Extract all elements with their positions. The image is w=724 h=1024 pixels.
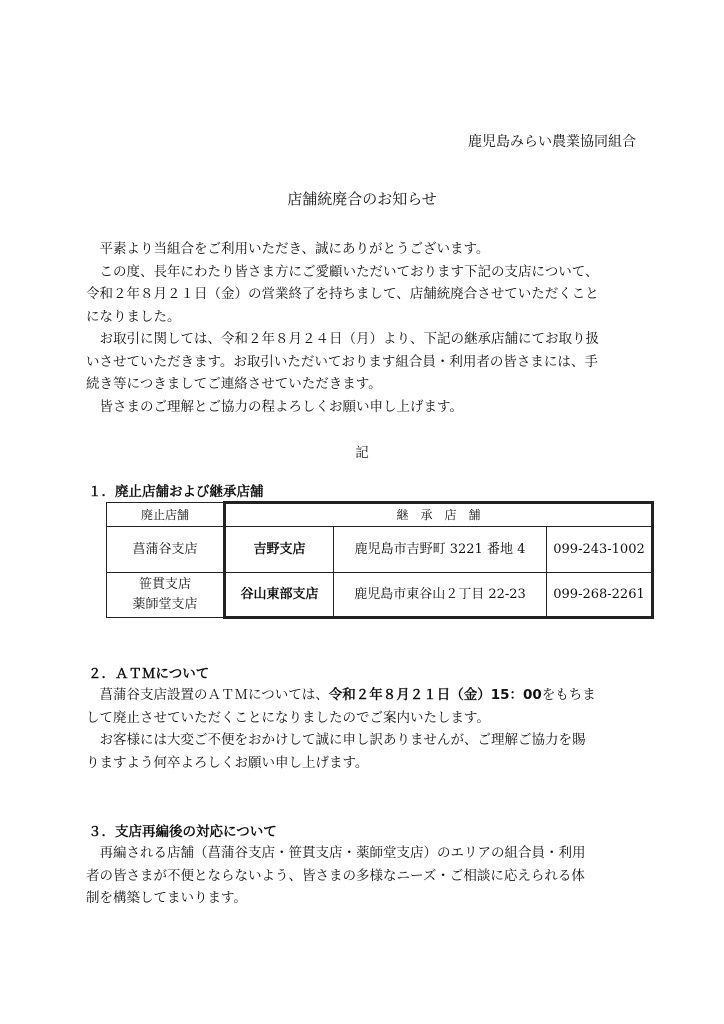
section2-text: をもちま bbox=[541, 687, 596, 703]
intro-line: 平素より当組合をご利用いただき、誠にありがとうございます。 bbox=[86, 241, 490, 257]
store-table bbox=[106, 502, 654, 618]
intro-line: お取引に関しては、令和２年８月２４日（月）より、下記の継承店舗にてお取り扱 bbox=[86, 331, 599, 347]
intro-line: 令和２年８月２１日（金）の営業終了を持ちまして、店舗統廃合させていただくこと bbox=[86, 286, 599, 302]
page-title: 店舗統廃合のお知らせ bbox=[287, 190, 437, 208]
ki-label: 記 bbox=[355, 445, 369, 461]
section3-line: 制を構築してまいります。 bbox=[86, 890, 247, 906]
section2-line: りますよう何卒よろしくお願い申し上げます。 bbox=[86, 754, 369, 771]
closed-store-name: 薬師堂支店 bbox=[132, 597, 198, 612]
closed-store-cell bbox=[106, 573, 224, 617]
address-cell: 鹿児島市吉野町 3221 番地 4 bbox=[354, 541, 526, 557]
section2-line: して廃止させていただくことになりましたのでご案内いたします。 bbox=[86, 709, 490, 726]
section1-heading: １．廃止店舗および継承店舗 bbox=[88, 484, 264, 500]
closed-store-cell: 菖蒲谷支店 bbox=[132, 541, 198, 557]
address-cell: 鹿児島市東谷山２丁目 22-23 bbox=[354, 587, 526, 602]
intro-line: 皆さまのご理解とご協力の程よろしくお願い申し上げます。 bbox=[86, 398, 463, 415]
section2-paragraph bbox=[86, 684, 646, 774]
organization-name: 鹿児島みらい農業協同組合 bbox=[468, 134, 636, 150]
section3-line: 再編される店舗（菖蒲谷支店・笹貫支店・薬師堂支店）のエリアの組合員・利用 bbox=[86, 845, 586, 861]
header-successor-stores: 継 承 店 舗 bbox=[396, 507, 481, 522]
phone-cell: 099-268-2261 bbox=[553, 587, 645, 602]
atm-end-datetime: 令和２年８月２１日（金）15：00 bbox=[328, 687, 542, 703]
section3-line: 者の皆さまが不便とならないよう、皆さまの多様なニーズ・ご相談に応えられる体 bbox=[86, 867, 585, 884]
intro-line: いさせていただきます。お取引いただいております組合員・利用者の皆さまには、手 bbox=[86, 353, 598, 370]
phone-cell: 099-243-1002 bbox=[553, 541, 645, 557]
intro-line: になりました。 bbox=[86, 308, 181, 325]
section3-heading: ３．支店再編後の対応について bbox=[88, 824, 277, 840]
section2-heading: ２．ＡＴＭについて bbox=[88, 666, 210, 682]
successor-store-cell: 吉野支店 bbox=[253, 541, 306, 557]
section2-line: お客様には大変ご不便をおかけして誠に申し訳ありませんが、ご理解ご協力を賜 bbox=[86, 732, 586, 748]
section2-text: 菖蒲谷支店設置のＡＴＭについては、 bbox=[86, 687, 329, 703]
section2-line bbox=[86, 684, 646, 707]
intro-line: 続き等につきましてご連絡させていただきます。 bbox=[86, 376, 382, 392]
closed-store-name: 笹貫支店 bbox=[138, 577, 191, 592]
intro-paragraph bbox=[86, 238, 646, 418]
section3-paragraph bbox=[86, 842, 646, 910]
intro-line: この度、長年にわたり皆さま方にご愛顧いただいております下記の支店について、 bbox=[86, 263, 599, 280]
header-closed-stores: 廃止店舗 bbox=[140, 507, 189, 522]
successor-store-cell: 谷山東部支店 bbox=[240, 587, 319, 602]
